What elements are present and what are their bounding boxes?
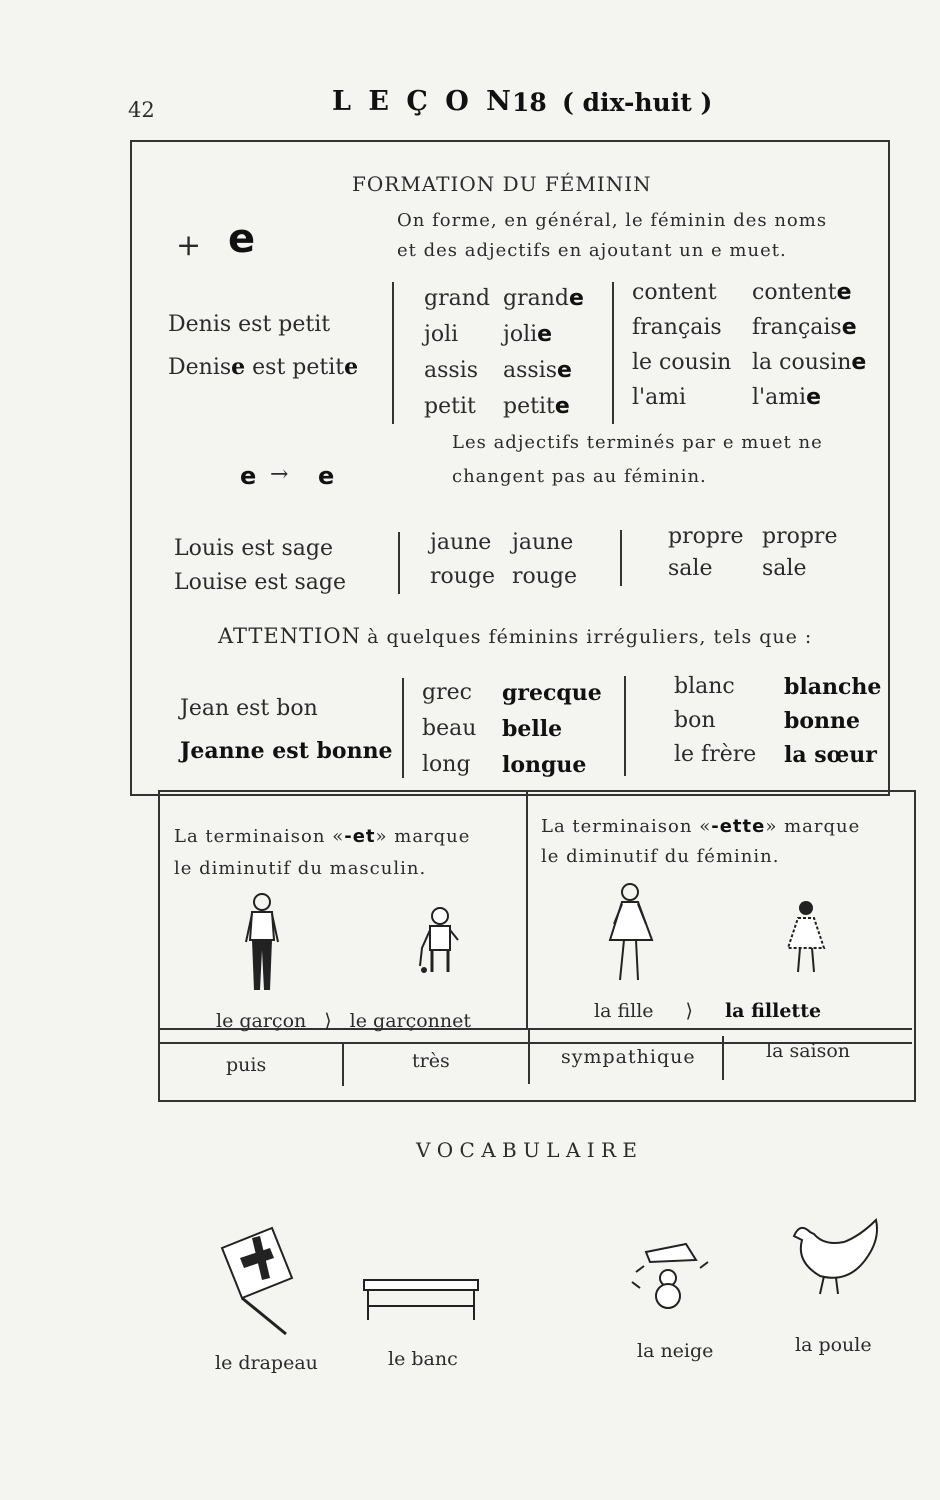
emuet-rule-line2: changent pas au féminin. (452, 466, 707, 487)
f-col2-fem-0: contente (752, 280, 852, 305)
f-col1-fem-0: grande (503, 286, 584, 311)
attention-divider-1 (402, 678, 404, 778)
e-col1-masc-1: rouge (430, 564, 496, 589)
vocab-poule: la poule (795, 1334, 872, 1356)
a-col2-masc-0: blanc (674, 674, 735, 699)
attention-example-masc: Jean est bon (180, 696, 318, 721)
formation-divider-1 (392, 282, 394, 424)
formation-rule-line2: et des adjectifs en ajoutant un e muet. (397, 240, 787, 261)
emuet-symbol-right: e (318, 462, 335, 490)
diminutif-divider (526, 792, 528, 1030)
attention-divider-2 (624, 676, 626, 776)
emuet-divider-1 (398, 532, 400, 594)
a-col1-masc-0: grec (422, 680, 472, 705)
formation-example-masc: Denis est petit (168, 312, 331, 337)
lesson-words: ( dix-huit ) (562, 88, 713, 117)
a-col1-fem-0: grecque (502, 680, 602, 706)
f-col1-masc-3: petit (424, 394, 476, 419)
a-col2-fem-2: la sœur (784, 742, 877, 768)
snow-illustration (626, 1232, 716, 1312)
f-col2-fem-2: la cousine (752, 350, 867, 375)
words-divider-3 (722, 1036, 724, 1080)
attention-line: ATTENTION à quelques féminins irréguliers, tels que : (218, 624, 813, 648)
formation-title: FORMATION DU FÉMININ (352, 172, 652, 196)
f-col2-masc-3: l'ami (632, 385, 687, 410)
diminutif-left-line1: La terminaison «-et» marque (174, 826, 471, 847)
e-col2-masc-1: sale (668, 556, 713, 581)
formation-example-fem: Denise est petite (168, 354, 359, 380)
bench-illustration (362, 1276, 482, 1326)
a-col1-fem-1: belle (502, 716, 563, 742)
f-col1-masc-0: grand (424, 286, 490, 311)
formation-rule-line1: On forme, en général, le féminin des noms (397, 210, 828, 231)
a-col1-masc-1: beau (422, 716, 477, 741)
flag-illustration (212, 1218, 302, 1348)
formation-divider-2 (612, 282, 614, 424)
vocab-banc: le banc (388, 1348, 458, 1370)
e-col2-fem-1: sale (762, 556, 807, 581)
f-col1-masc-2: assis (424, 358, 479, 383)
emuet-arrow: → (270, 462, 289, 487)
f-col2-masc-0: content (632, 280, 717, 305)
a-col1-fem-2: longue (502, 752, 587, 778)
lesson-number: 18 (512, 88, 547, 117)
f-col1-masc-1: joli (424, 322, 459, 347)
e-col2-masc-0: propre (668, 524, 744, 549)
emuet-example-masc: Louis est sage (174, 536, 333, 561)
a-col2-fem-0: blanche (784, 674, 882, 700)
plus-sign: + (176, 228, 202, 263)
attention-example-fem: Jeanne est bonne (180, 738, 393, 764)
a-col2-masc-2: le frère (674, 742, 757, 767)
e-col1-fem-0: jaune (512, 530, 574, 555)
small-boy-illustration (414, 906, 464, 986)
boy-illustration (238, 890, 288, 1000)
e-col1-fem-1: rouge (512, 564, 578, 589)
girl-illustration (604, 880, 660, 990)
f-col1-fem-2: assise (503, 358, 572, 383)
f-col2-fem-1: française (752, 315, 857, 340)
vocabulaire-title: V O C A B U L A I R E (416, 1138, 637, 1162)
word-puis: puis (226, 1054, 267, 1076)
f-col1-fem-3: petite (503, 394, 570, 419)
diminutif-right-caption: la fille ⟩ la fillette (594, 1000, 822, 1022)
hen-illustration (780, 1212, 890, 1302)
diminutif-right-line1: La terminaison «-ette» marque (541, 816, 861, 837)
diminutif-left-caption: le garçon ⟩ le garçonnet (216, 1010, 472, 1032)
vocab-neige: la neige (637, 1340, 714, 1362)
emuet-rule-line1: Les adjectifs terminés par e muet ne (452, 432, 823, 453)
small-girl-illustration (782, 898, 832, 978)
emuet-symbol-left: e (240, 462, 257, 490)
a-col2-fem-1: bonne (784, 708, 861, 734)
diminutif-left-line2: le diminutif du masculin. (174, 858, 427, 879)
f-col2-fem-3: l'amie (752, 385, 822, 410)
plus-e: e (228, 216, 256, 262)
emuet-divider-2 (620, 530, 622, 586)
f-col1-fem-1: jolie (503, 322, 553, 347)
lesson-label: L E Ç O N (332, 86, 515, 117)
a-col1-masc-2: long (422, 752, 471, 777)
emuet-example-fem: Louise est sage (174, 570, 347, 595)
a-col2-masc-1: bon (674, 708, 716, 733)
page-number: 42 (128, 98, 155, 122)
diminutif-right-line2: le diminutif du féminin. (541, 846, 780, 867)
word-la-saison: la saison (766, 1040, 851, 1062)
words-divider-1 (342, 1044, 344, 1086)
words-divider-2 (528, 1030, 530, 1084)
f-col2-masc-1: français (632, 315, 722, 340)
e-col2-fem-0: propre (762, 524, 838, 549)
word-sympathique: sympathique (561, 1046, 696, 1068)
vocab-drapeau: le drapeau (215, 1352, 318, 1374)
word-tres: très (412, 1050, 450, 1072)
f-col2-masc-2: le cousin (632, 350, 732, 375)
e-col1-masc-0: jaune (430, 530, 492, 555)
